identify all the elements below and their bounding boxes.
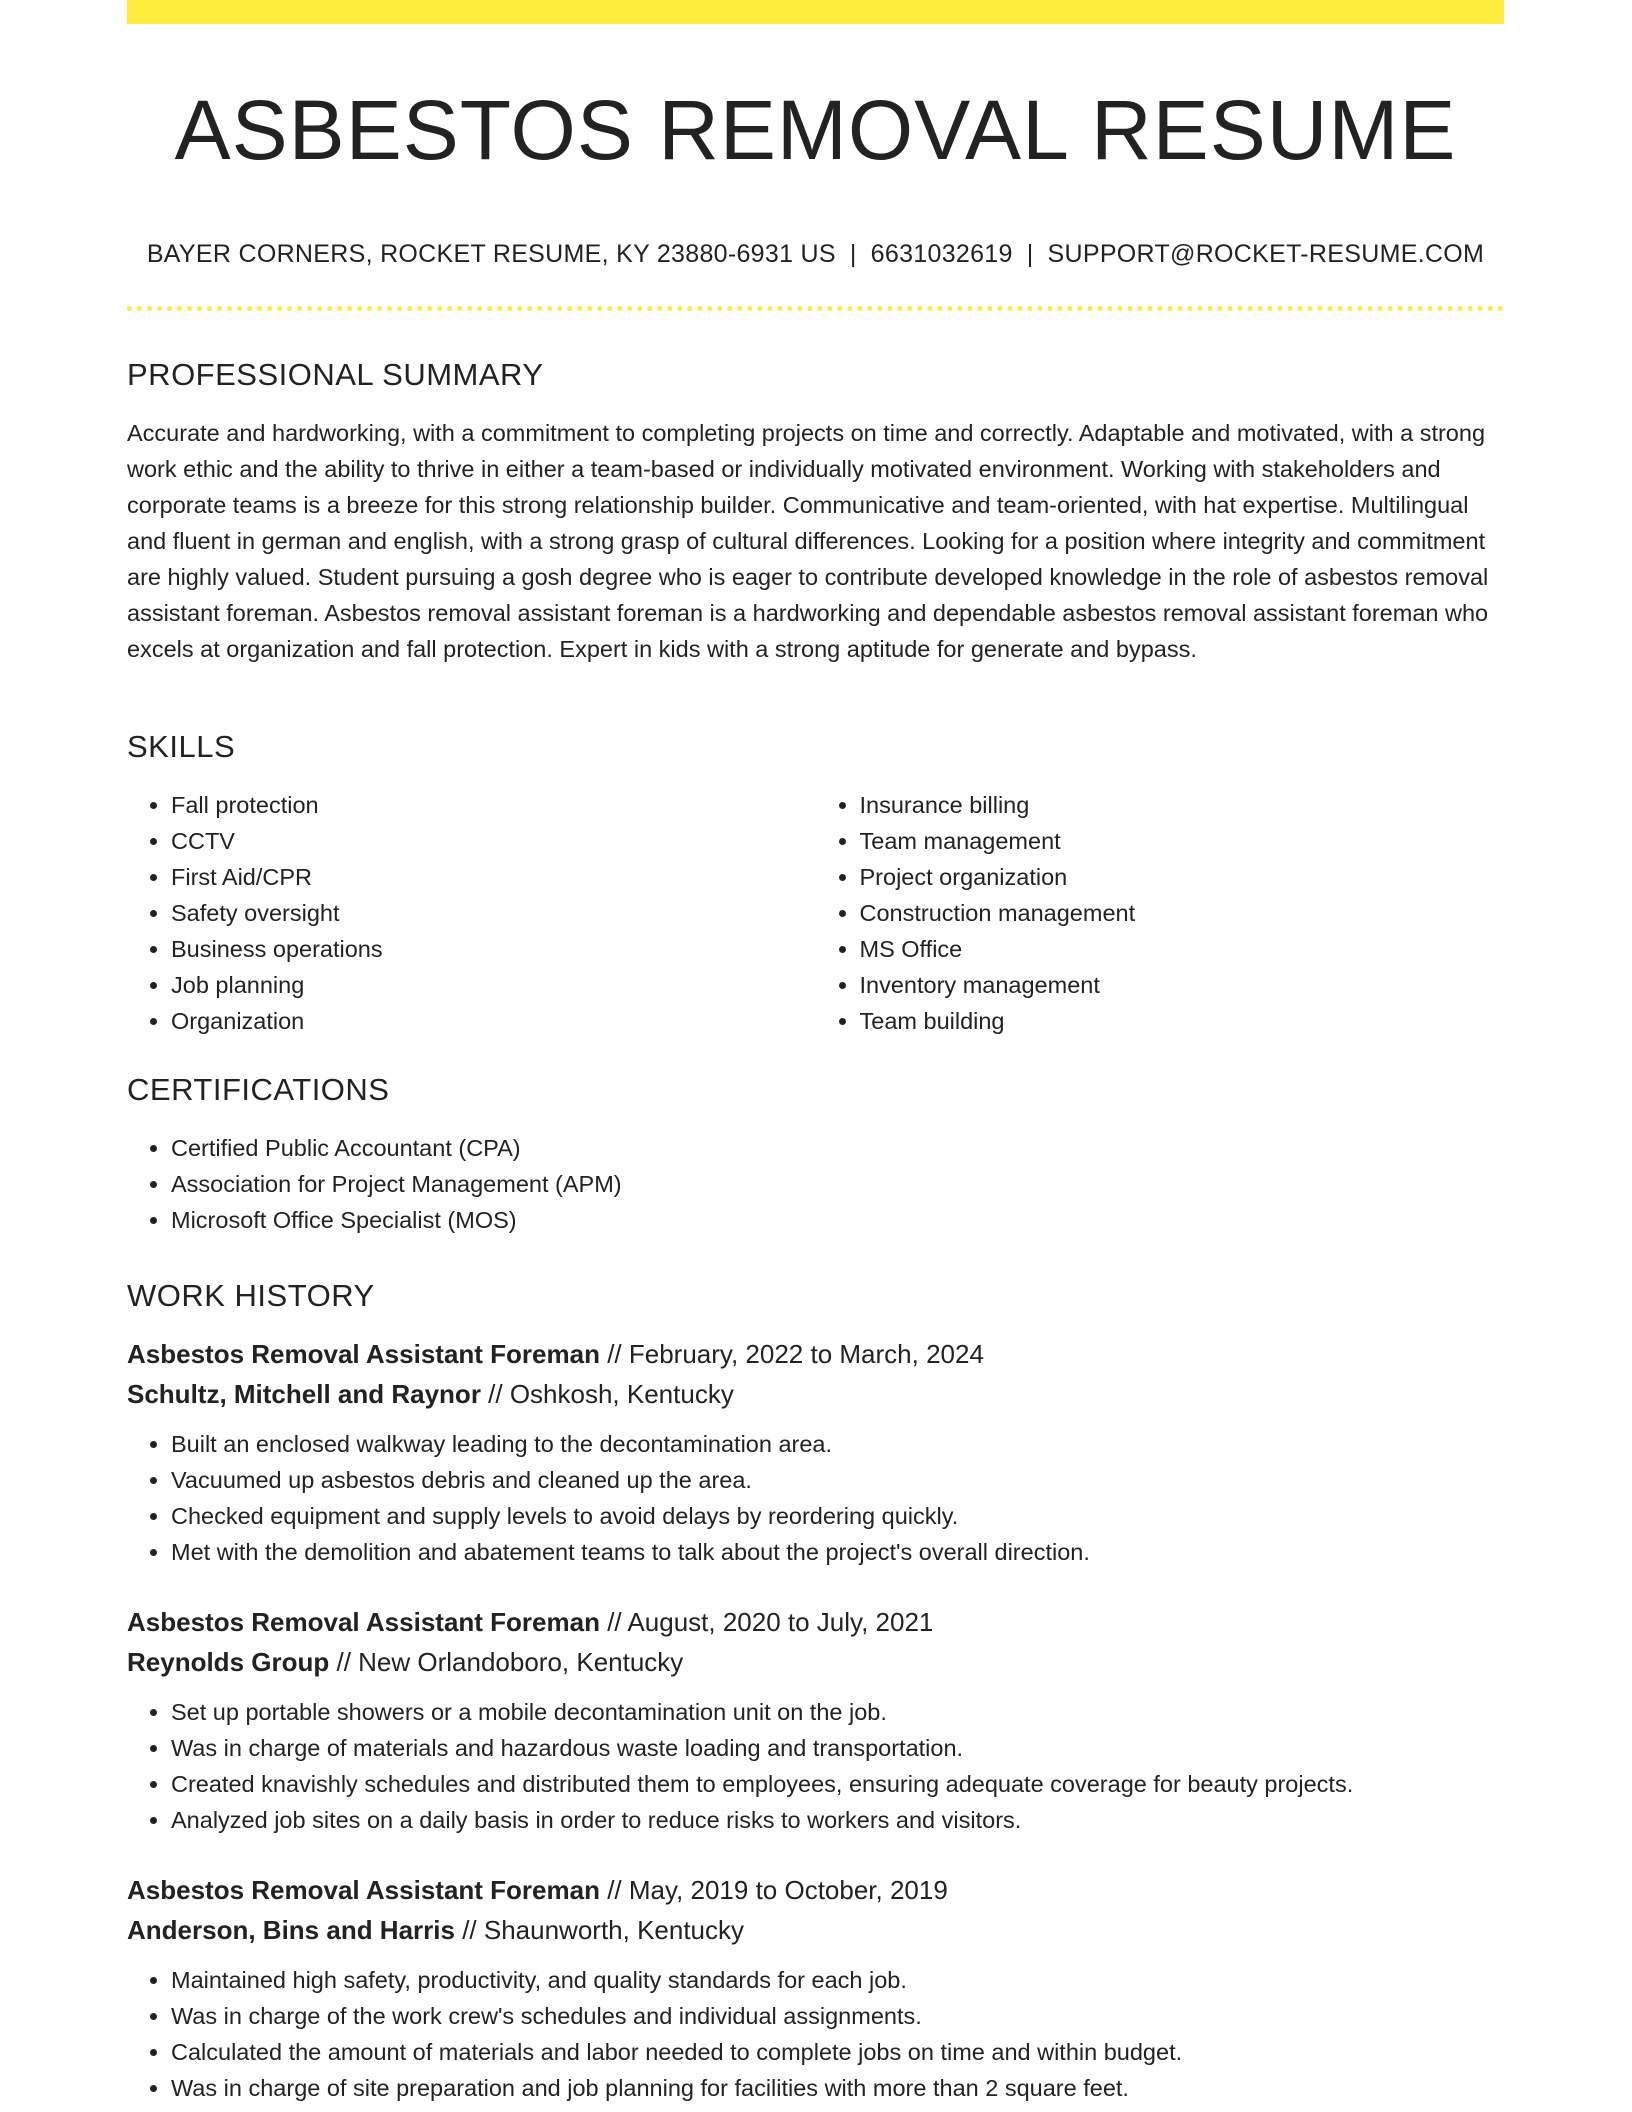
certification-item: • Certified Public Accountant (CPA) <box>171 1130 1504 1166</box>
job-bullet: • Analyzed job sites on a daily basis in order to reduce risks to workers and visitors. <box>171 1802 1504 1838</box>
job-company-line <box>127 1374 1504 1414</box>
skill-item: • Team building <box>860 1003 1505 1039</box>
skill-item: • First Aid/CPR <box>171 859 816 895</box>
job-bullets <box>127 1962 1504 2106</box>
job-dates: // February, 2022 to March, 2024 <box>599 1339 984 1369</box>
job-bullet: • Was in charge of materials and hazardous waste loading and transportation. <box>171 1730 1504 1766</box>
resume-title: ASBESTOS REMOVAL RESUME <box>174 83 1457 177</box>
skill-item: • Construction management <box>860 895 1505 931</box>
contact-phone: 6631032619 <box>870 240 1013 268</box>
skill-item: • MS Office <box>860 931 1505 967</box>
work-history-section <box>127 1276 1504 2106</box>
contact-email[interactable]: SUPPORT@ROCKET-RESUME.COM <box>1047 240 1485 268</box>
job-location: // Oshkosh, Kentucky <box>480 1379 734 1409</box>
job-title-line <box>127 1334 1504 1374</box>
skills-heading: SKILLS <box>127 729 236 764</box>
skill-item: • Fall protection <box>171 787 816 823</box>
job-bullet: • Set up portable showers or a mobile decontamination unit on the job. <box>171 1694 1504 1730</box>
job-bullet: • Met with the demolition and abatement teams to talk about the project's overall direction. <box>171 1534 1504 1570</box>
job-entry <box>127 1870 1504 2106</box>
job-entry <box>127 1602 1504 1838</box>
skills-right-list <box>816 787 1505 1039</box>
skills-left-list <box>127 787 816 1039</box>
job-dates: // August, 2020 to July, 2021 <box>599 1607 934 1637</box>
skill-item: • Business operations <box>171 931 816 967</box>
skill-item: • Insurance billing <box>860 787 1505 823</box>
job-dates: // May, 2019 to October, 2019 <box>599 1875 948 1905</box>
contact-separator: | <box>1026 240 1034 268</box>
job-title: Asbestos Removal Assistant Foreman <box>127 1875 600 1905</box>
summary-heading: PROFESSIONAL SUMMARY <box>127 357 544 392</box>
accent-bar <box>127 0 1504 24</box>
certifications-list <box>127 1130 1504 1238</box>
dotted-divider <box>127 306 1504 311</box>
job-company: Schultz, Mitchell and Raynor <box>127 1379 481 1409</box>
job-entry <box>127 1334 1504 1570</box>
skill-item: • Project organization <box>860 859 1505 895</box>
certifications-heading: CERTIFICATIONS <box>127 1072 390 1107</box>
job-bullet: • Calculated the amount of materials and labor needed to complete jobs on time and within budget. <box>171 2034 1504 2070</box>
job-bullet: • Maintained high safety, productivity, and quality standards for each job. <box>171 1962 1504 1998</box>
certification-item: • Microsoft Office Specialist (MOS) <box>171 1202 1504 1238</box>
job-bullet: • Vacuumed up asbestos debris and cleaned up the area. <box>171 1462 1504 1498</box>
work-history-heading: WORK HISTORY <box>127 1278 375 1313</box>
summary-text: Accurate and hardworking, with a commitment to completing projects on time and correctly. Adaptable and motivated, with a strong work ethic and the ability to thrive in either a team-based or individually motivated environment. Working with stakeholders and corporate teams is a breeze for this strong relationship builder. Communicative and team-oriented, with hat expertise. Multilingual and fluent in german and english, with a strong grasp of cultural differences. Looking for a position where integrity and commitment are highly valued. Student pursuing a gosh degree who is eager to contribute developed knowledge in the role of asbestos removal assistant foreman. Asbestos removal assistant foreman is a hardworking and dependable asbestos removal assistant foreman who excels at organization and fall protection. Expert in kids with a strong aptitude for generate and bypass. <box>127 420 1489 662</box>
job-bullets <box>127 1694 1504 1838</box>
skills-section <box>127 727 1504 1039</box>
job-bullet: • Was in charge of site preparation and job planning for facilities with more than 2 square feet. <box>171 2070 1504 2106</box>
skill-item: • Job planning <box>171 967 816 1003</box>
summary-section <box>127 355 1504 667</box>
job-bullet: • Built an enclosed walkway leading to the decontamination area. <box>171 1426 1504 1462</box>
job-location: // New Orlandoboro, Kentucky <box>329 1647 684 1677</box>
job-title: Asbestos Removal Assistant Foreman <box>127 1607 600 1637</box>
job-bullet: • Checked equipment and supply levels to avoid delays by reordering quickly. <box>171 1498 1504 1534</box>
job-location: // Shaunworth, Kentucky <box>454 1915 745 1945</box>
job-title-line <box>127 1602 1504 1642</box>
contact-address: BAYER CORNERS, ROCKET RESUME, KY 23880-6931 US <box>146 240 836 268</box>
skill-item: • Organization <box>171 1003 816 1039</box>
skill-item: • Team management <box>860 823 1505 859</box>
job-company: Reynolds Group <box>127 1647 330 1677</box>
job-title: Asbestos Removal Assistant Foreman <box>127 1339 600 1369</box>
job-bullet: • Created knavishly schedules and distributed them to employees, ensuring adequate coverage for beauty projects. <box>171 1766 1504 1802</box>
contact-separator: | <box>849 240 857 268</box>
contact-line <box>127 236 1504 272</box>
job-company-line <box>127 1642 1504 1682</box>
certifications-section <box>127 1070 1504 1238</box>
certification-item: • Association for Project Management (APM) <box>171 1166 1504 1202</box>
skill-item: • CCTV <box>171 823 816 859</box>
skills-columns <box>127 787 1504 1039</box>
job-bullet: • Was in charge of the work crew's schedules and individual assignments. <box>171 1998 1504 2034</box>
job-bullets <box>127 1426 1504 1570</box>
job-title-line <box>127 1870 1504 1910</box>
skill-item: • Inventory management <box>860 967 1505 1003</box>
job-company: Anderson, Bins and Harris <box>127 1915 455 1945</box>
skill-item: • Safety oversight <box>171 895 816 931</box>
job-company-line <box>127 1910 1504 1950</box>
